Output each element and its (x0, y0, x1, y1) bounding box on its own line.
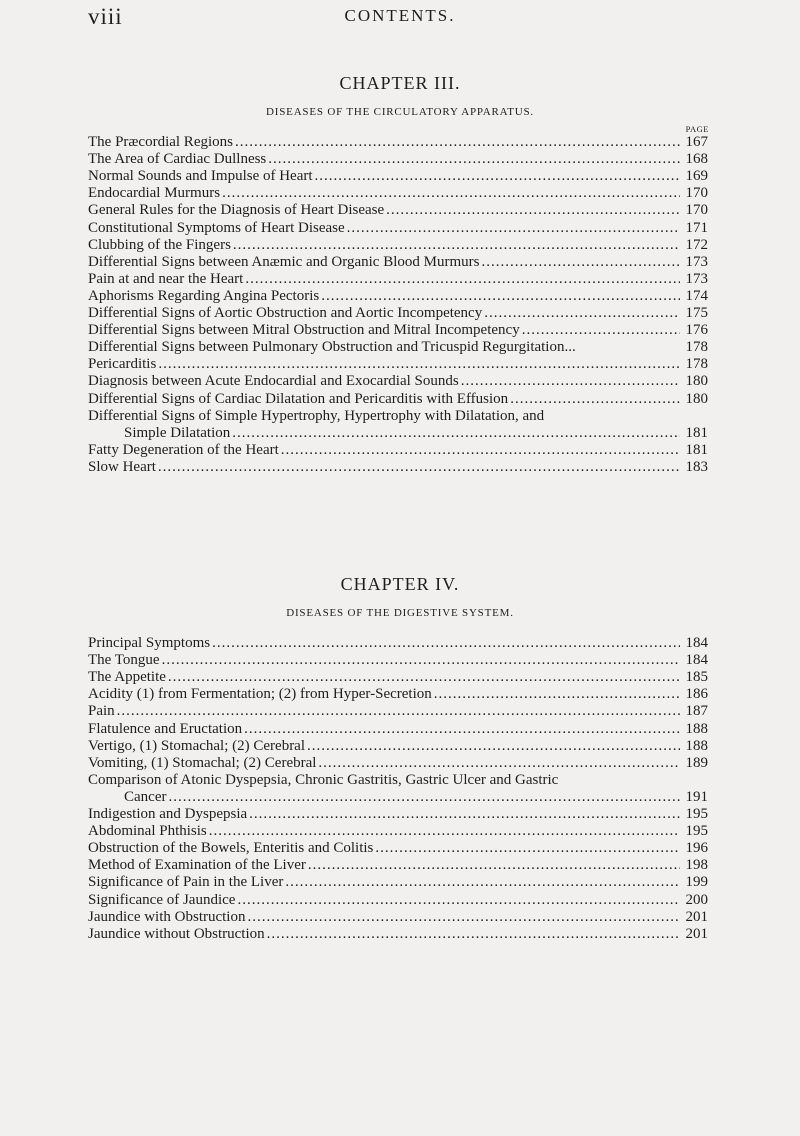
toc-entry: Differential Signs of Cardiac Dilatation and Pericarditis with Effusion ..... 180 (88, 390, 708, 407)
toc-entry: Pain ..... 187 (88, 703, 708, 720)
toc-entry: Differential Signs of Simple Hypertrophy, Hypertrophy with Dilatation, and (88, 407, 545, 424)
running-head (0, 4, 800, 30)
toc-entry: Significance of Jaundice ..... 200 (88, 891, 708, 908)
toc-entry: The Tongue ..... 184 (88, 652, 708, 669)
toc-entry: Clubbing of the Fingers ..... 172 (88, 237, 708, 254)
toc-entry: Acidity (1) from Fermentation; (2) from Hyper-Secretion ..... 186 (88, 686, 708, 703)
toc-entry: Normal Sounds and Impulse of Heart ..... 169 (88, 168, 708, 185)
toc-entry: Endocardial Murmurs ..... 170 (88, 185, 708, 202)
page-number: viii (88, 4, 123, 29)
toc-entry: Diagnosis between Acute Endocardial and Exocardial Sounds ..... 180 (88, 373, 708, 390)
toc-entry: Constitutional Symptoms of Heart Disease ..... 171 (88, 219, 708, 236)
toc-entry: Comparison of Atonic Dyspepsia, Chronic Gastritis, Gastric Ulcer and Gastric (88, 771, 559, 788)
toc-entry-continuation: Simple Dilatation ..... 181 (88, 425, 708, 442)
toc-entry: Significance of Pain in the Liver ..... 199 (88, 874, 708, 891)
toc-entry: Differential Signs between Mitral Obstruction and Mitral Incompetency ..... 176 (88, 322, 708, 339)
toc-entry: Abdominal Phthisis ..... 195 (88, 823, 708, 840)
toc-entry: Differential Signs between Anæmic and Organic Blood Murmurs ..... 173 (88, 254, 708, 271)
toc-entry: Flatulence and Eructation ..... 188 (88, 720, 708, 737)
toc-entry: The Area of Cardiac Dullness ..... 168 (88, 151, 708, 168)
toc-entry-continuation: Cancer ..... 191 (88, 789, 708, 806)
chapter-3-section-title: DISEASES OF THE CIRCULATORY APPARATUS. (266, 106, 534, 118)
toc-entry: Obstruction of the Bowels, Enteritis and Colitis ..... 196 (88, 840, 708, 857)
toc-entry: Aphorisms Regarding Angina Pectoris ..... 174 (88, 288, 708, 305)
toc-entry: Jaundice without Obstruction ..... 201 (88, 926, 708, 943)
chapter-4-section-title: DISEASES OF THE DIGESTIVE SYSTEM. (286, 607, 514, 619)
running-title: CONTENTS. (344, 6, 456, 25)
toc-entry: Vomiting, (1) Stomachal; (2) Cerebral ..... 189 (88, 755, 708, 772)
toc-entry: The Præcordial Regions ..... 167 (88, 134, 708, 151)
chapter-4-title: CHAPTER IV. (340, 574, 460, 594)
toc-entry: Vertigo, (1) Stomachal; (2) Cerebral ..... 188 (88, 738, 708, 755)
chapter-3-title: CHAPTER III. (339, 73, 461, 93)
chapter-3-toc (88, 134, 708, 476)
toc-entry: General Rules for the Diagnosis of Heart Disease ..... 170 (88, 202, 708, 219)
toc-entry: Indigestion and Dyspepsia ..... 195 (88, 806, 708, 823)
toc-entry: Pericarditis ..... 178 (88, 356, 708, 373)
toc-entry: Fatty Degeneration of the Heart ..... 181 (88, 442, 708, 459)
toc-entry: The Appetite ..... 185 (88, 669, 708, 686)
page-column-label: PAGE (685, 124, 709, 134)
chapter-4-toc (88, 635, 708, 943)
toc-entry: Jaundice with Obstruction ..... 201 (88, 909, 708, 926)
toc-entry: Slow Heart ..... 183 (88, 459, 708, 476)
toc-entry: Principal Symptoms ..... 184 (88, 635, 708, 652)
toc-entry: Method of Examination of the Liver ..... 198 (88, 857, 708, 874)
toc-entry: Differential Signs between Pulmonary Obstruction and Tricuspid Regurgitation... 178 (88, 339, 708, 356)
toc-entry: Differential Signs of Aortic Obstruction and Aortic Incompetency ..... 175 (88, 305, 708, 322)
toc-entry: Pain at and near the Heart ..... 173 (88, 271, 708, 288)
